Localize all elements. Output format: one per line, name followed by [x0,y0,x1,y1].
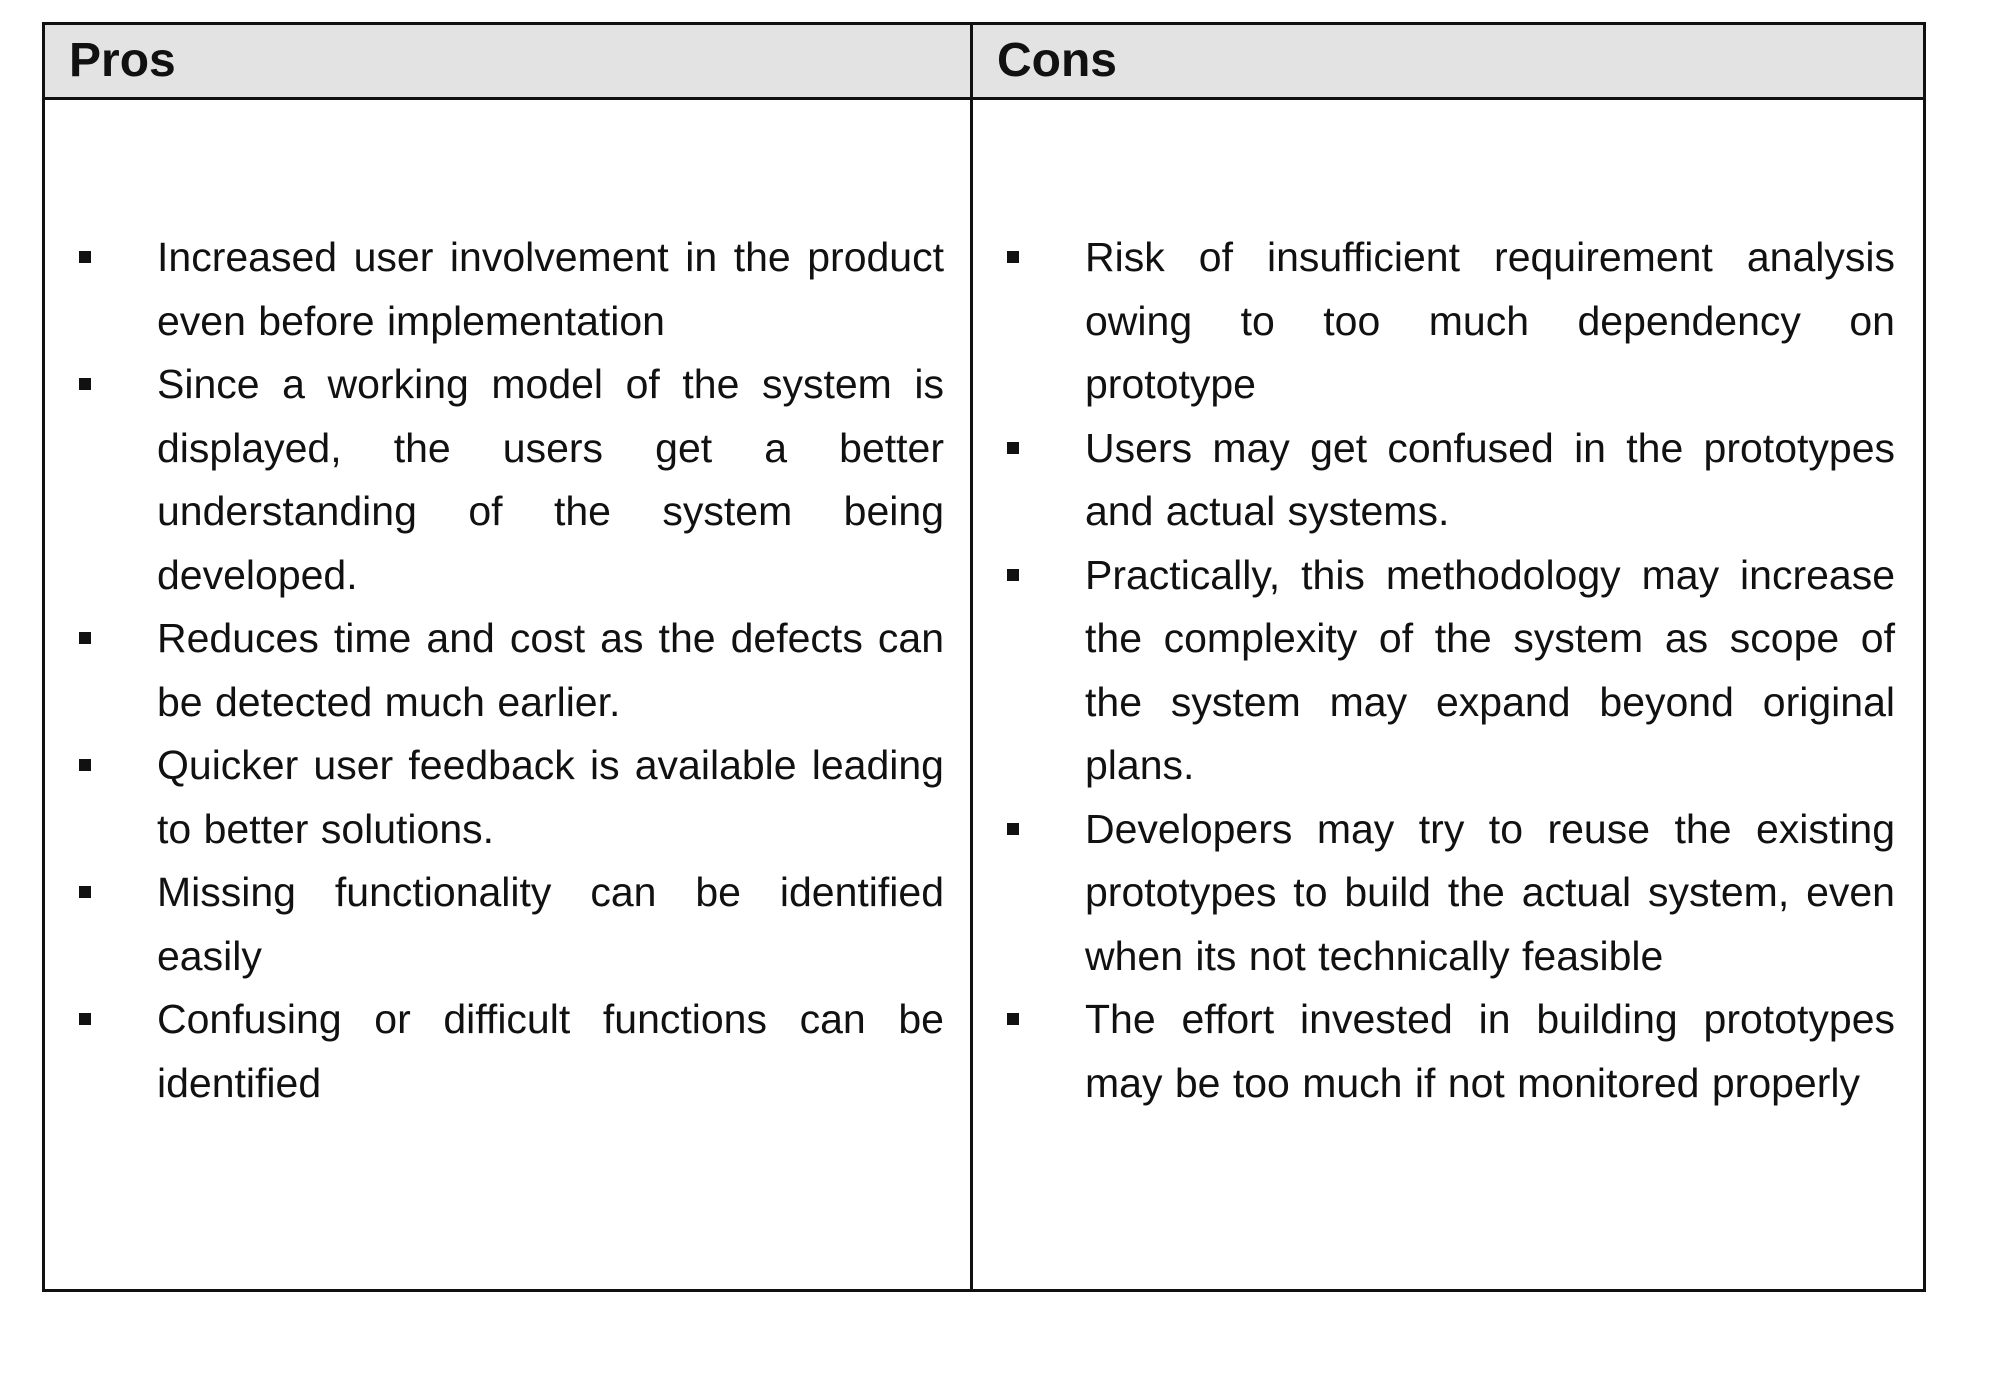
pros-item-text: Since a working model of the system is displayed, the users get a better understanding of the system being developed. [157,361,944,598]
square-bullet-icon [79,378,91,390]
square-bullet-icon [79,759,91,771]
pros-item [79,861,944,988]
pros-item [79,734,944,861]
pros-item-text: Quicker user feedback is available leading to better solutions. [157,742,944,852]
square-bullet-icon [79,886,91,898]
square-bullet-icon [1007,1013,1019,1025]
pros-item [79,988,944,1115]
cons-item [1007,417,1895,544]
pros-item-text: Increased user involvement in the product even before implementation [157,234,944,344]
cons-column [973,100,1923,1289]
square-bullet-icon [1007,442,1019,454]
pros-list [79,226,944,1115]
cons-header: Cons [973,25,1923,100]
pros-item [79,607,944,734]
pros-item-text: Confusing or difficult functions can be identified [157,996,944,1106]
square-bullet-icon [79,251,91,263]
square-bullet-icon [1007,251,1019,263]
cons-list [1007,226,1895,1115]
cons-item [1007,226,1895,417]
pros-item-text: Reduces time and cost as the defects can be detected much earlier. [157,615,944,725]
cons-item-text: Developers may try to reuse the existing prototypes to build the actual system, even when its not technically feasible [1085,805,1895,979]
cons-item [1007,988,1895,1115]
pros-item-text: Missing functionality can be identified easily [157,869,944,979]
cons-item-text: Practically, this methodology may increase the complexity of the system as scope of the system may expand beyond original plans. [1085,551,1895,788]
square-bullet-icon [79,632,91,644]
square-bullet-icon [1007,823,1019,835]
cons-item-text: Users may get confused in the prototypes and actual systems. [1085,424,1895,534]
cons-item [1007,544,1895,798]
square-bullet-icon [79,1013,91,1025]
cons-item-text: Risk of insufficient requirement analysis owing to too much dependency on prototype [1085,234,1895,407]
pros-cons-table [42,22,1926,1292]
square-bullet-icon [1007,569,1019,581]
pros-header: Pros [45,25,973,100]
pros-item [79,353,944,607]
pros-column [45,100,973,1289]
pros-item [79,226,944,353]
cons-item-text: The effort invested in building prototypes may be too much if not monitored properly [1085,996,1895,1106]
cons-item [1007,798,1895,989]
